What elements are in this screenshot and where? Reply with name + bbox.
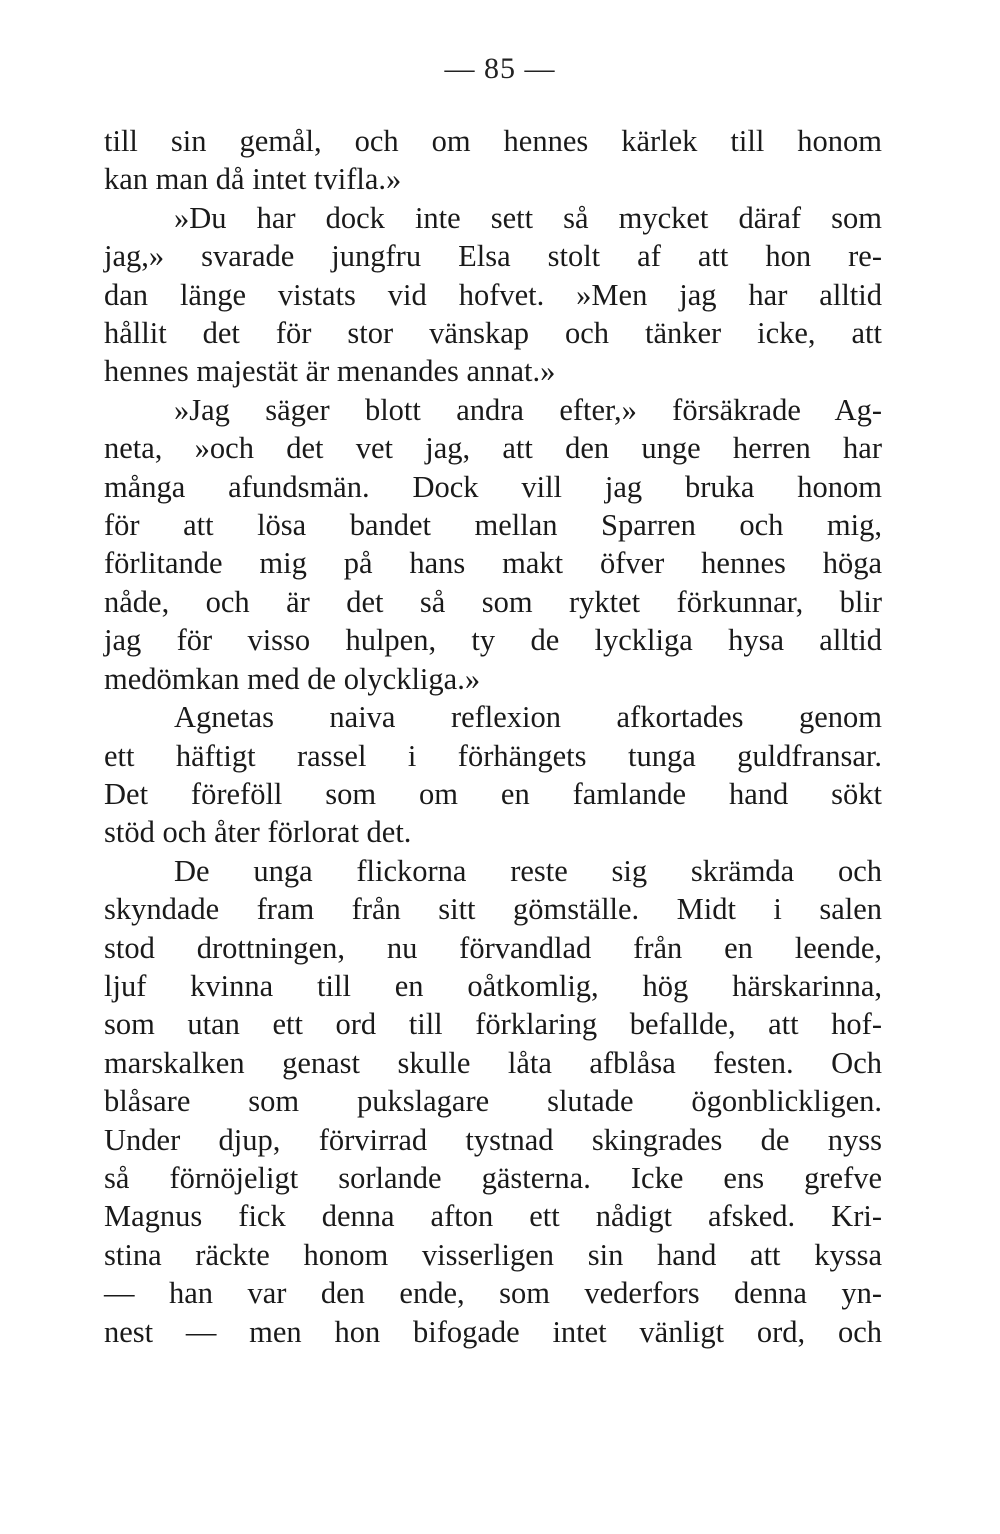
text-line: nåde, och är det så som ryktet förkunnar, blir	[104, 584, 882, 619]
text-line: hennes majestät är menandes annat.»	[104, 354, 556, 389]
text-line: De unga flickorna reste sig skrämda och	[174, 853, 882, 888]
text-line: kan man då intet tvifla.»	[104, 162, 402, 197]
text-line: nest — men hon bifogade intet vänligt ord, och	[104, 1314, 882, 1349]
text-line: medömkan med de olyckliga.»	[104, 661, 481, 696]
paragraph	[104, 698, 882, 852]
text-line: »Jag säger blott andra efter,» försäkrade Ag-	[174, 392, 882, 427]
text-line: dan länge vistats vid hofvet. »Men jag har alltid	[104, 277, 882, 312]
paragraph	[104, 391, 882, 698]
text-line: som utan ett ord till förklaring befallde, att hof-	[104, 1007, 882, 1042]
text-line: jag,» svarade jungfru Elsa stolt af att hon re-	[104, 239, 882, 274]
text-line: så förnöjeligt sorlande gästerna. Icke ens grefve	[104, 1160, 882, 1195]
text-line: stina räckte honom visserligen sin hand att kyssa	[104, 1237, 882, 1272]
text-line: »Du har dock inte sett så mycket däraf som	[174, 200, 882, 235]
text-line: ljuf kvinna till en oåtkomlig, hög härskarinna,	[104, 968, 882, 1003]
text-line: marskalken genast skulle låta afblåsa festen. Och	[104, 1045, 882, 1080]
text-line: Det föreföll som om en famlande hand sökt	[104, 776, 882, 811]
paragraph	[104, 852, 882, 1351]
text-line: skyndade fram från sitt gömställe. Midt i salen	[104, 892, 882, 927]
text-line: Agnetas naiva reflexion afkortades genom	[174, 700, 882, 735]
text-line: neta, »och det vet jag, att den unge herren har	[104, 431, 882, 466]
text-line: Magnus fick denna afton ett nådigt afsked. Kri-	[104, 1199, 882, 1234]
text-line: förlitande mig på hans makt öfver hennes höga	[104, 546, 882, 581]
text-line: — han var den ende, som vederfors denna yn-	[104, 1276, 882, 1311]
paragraph	[104, 199, 882, 391]
text-line: många afundsmän. Dock vill jag bruka honom	[104, 469, 882, 504]
text-line: blåsare som pukslagare slutade ögonblickligen.	[104, 1084, 882, 1119]
paragraph	[104, 122, 882, 199]
text-line: stod drottningen, nu förvandlad från en leende,	[104, 930, 882, 965]
text-line: ett häftigt rassel i förhängets tunga guldfransar.	[104, 738, 882, 773]
text-line: för att lösa bandet mellan Sparren och mig,	[104, 508, 882, 543]
text-line: till sin gemål, och om hennes kärlek till honom	[104, 124, 882, 158]
text-line: jag för visso hulpen, ty de lyckliga hysa alltid	[104, 623, 882, 658]
body-text	[104, 122, 882, 1351]
text-line: hållit det för stor vänskap och tänker icke, att	[104, 316, 882, 351]
page-number: — 85 —	[444, 52, 556, 85]
text-line: stöd och åter förlorat det.	[104, 815, 412, 850]
text-line: Under djup, förvirrad tystnad skingrades de nyss	[104, 1122, 882, 1157]
